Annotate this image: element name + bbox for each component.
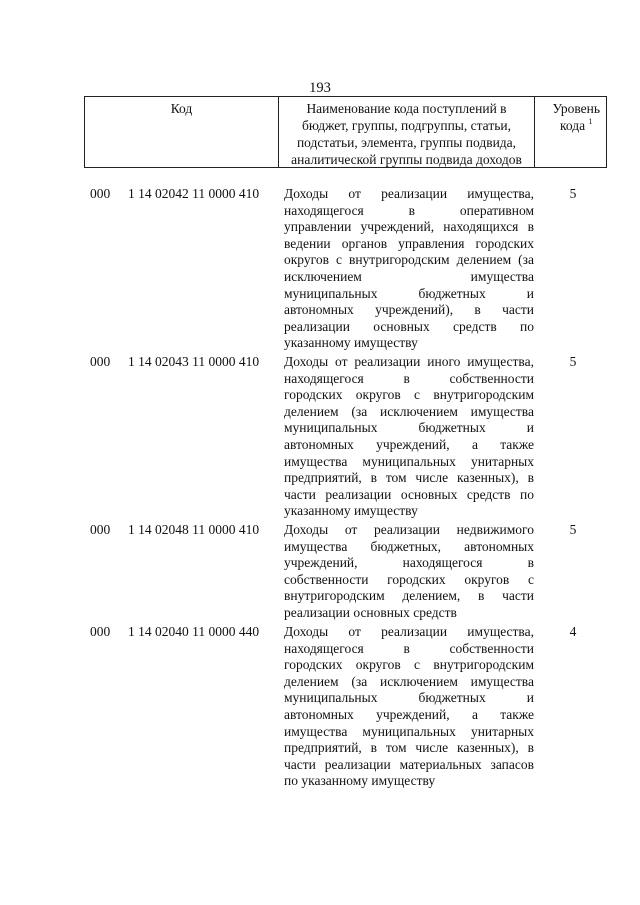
description-line: городских округов с внутригородским	[284, 657, 534, 673]
description-line: реализации основных средств	[284, 604, 457, 620]
code-level: 5	[569, 354, 577, 369]
description-line: реализации основных средств по	[284, 318, 534, 334]
description-line: внутригородским делением, в части	[284, 588, 534, 604]
description-line: предприятий, в том числе казенных), в	[284, 740, 534, 756]
code-level: 5	[569, 522, 577, 537]
admin-code: 000	[90, 522, 111, 537]
description-line: Доходы от реализации имущества,	[284, 624, 534, 639]
header-name-line: аналитической группы подвида доходов	[291, 152, 522, 167]
description-line: имущества бюджетных, автономных	[284, 538, 534, 554]
revenue-code: 1 14 02042 11 0000 410	[128, 186, 260, 201]
description-line: Доходы от реализации имущества,	[284, 186, 534, 201]
description-line: делением (за исключением имущества	[284, 403, 534, 419]
revenue-code: 1 14 02040 11 0000 440	[128, 624, 260, 639]
description-line: по указанному имуществу	[284, 773, 436, 789]
description-line: автономных учреждений), в части	[284, 302, 534, 318]
description-line: ведении органов управления городских	[284, 235, 534, 251]
description-line: находящегося в оперативном	[284, 202, 534, 218]
description-line: автономных учреждений, а также	[284, 436, 534, 452]
revenue-code: 1 14 02048 11 0000 410	[128, 522, 260, 537]
header-name	[279, 97, 535, 167]
description-line: управлении учреждений, находящихся в	[284, 219, 534, 235]
description-line: автономных учреждений, а также	[284, 706, 534, 722]
header-level-line	[552, 117, 600, 134]
header-level-line: Уровень	[552, 101, 600, 116]
code-level: 5	[569, 186, 577, 201]
footnote-marker: 1	[588, 117, 593, 126]
header-level-word: кода	[559, 118, 586, 133]
description-line: городских округов с внутригородским	[284, 387, 534, 403]
admin-code: 000	[90, 186, 111, 201]
header-level	[535, 97, 606, 167]
header-name-line: бюджет, группы, подгруппы, статьи,	[302, 118, 511, 133]
description-line: имущества муниципальных унитарных	[284, 723, 534, 739]
description-line: делением (за исключением имущества	[284, 673, 534, 689]
revenue-description	[284, 624, 534, 790]
admin-code: 000	[90, 624, 111, 639]
page-number: 193	[309, 80, 331, 96]
description-line: муниципальных бюджетных и	[284, 420, 534, 436]
description-line: Доходы от реализации недвижимого	[284, 522, 534, 537]
description-line: учреждений, находящегося в	[284, 555, 534, 571]
revenue-description	[284, 354, 534, 520]
code-level: 4	[569, 624, 577, 639]
description-line: указанному имуществу	[284, 503, 418, 519]
header-code: Код	[85, 97, 279, 167]
description-line: части реализации основных средств по	[284, 486, 534, 502]
header-name-line: подстатьи, элемента, группы подвида,	[296, 135, 517, 150]
revenue-description	[284, 522, 534, 622]
description-line: Доходы от реализации иного имущества,	[284, 354, 534, 369]
description-line: имущества муниципальных унитарных	[284, 453, 534, 469]
description-line: части реализации материальных запасов	[284, 756, 534, 772]
description-line: муниципальных бюджетных и	[284, 285, 534, 301]
admin-code: 000	[90, 354, 111, 369]
table-header	[84, 96, 607, 168]
description-line: находящегося в собственности	[284, 640, 534, 656]
description-line: предприятий, в том числе казенных), в	[284, 470, 534, 486]
description-line: собственности городских округов с	[284, 571, 534, 587]
description-line: округов с внутригородским делением (за	[284, 252, 534, 268]
revenue-description	[284, 186, 534, 352]
description-line: муниципальных бюджетных и	[284, 690, 534, 706]
description-line: указанному имуществу	[284, 335, 418, 351]
description-line: исключением имущества	[284, 268, 534, 284]
header-name-line: Наименование кода поступлений в	[306, 101, 507, 116]
description-line: находящегося в собственности	[284, 370, 534, 386]
revenue-code: 1 14 02043 11 0000 410	[128, 354, 260, 369]
